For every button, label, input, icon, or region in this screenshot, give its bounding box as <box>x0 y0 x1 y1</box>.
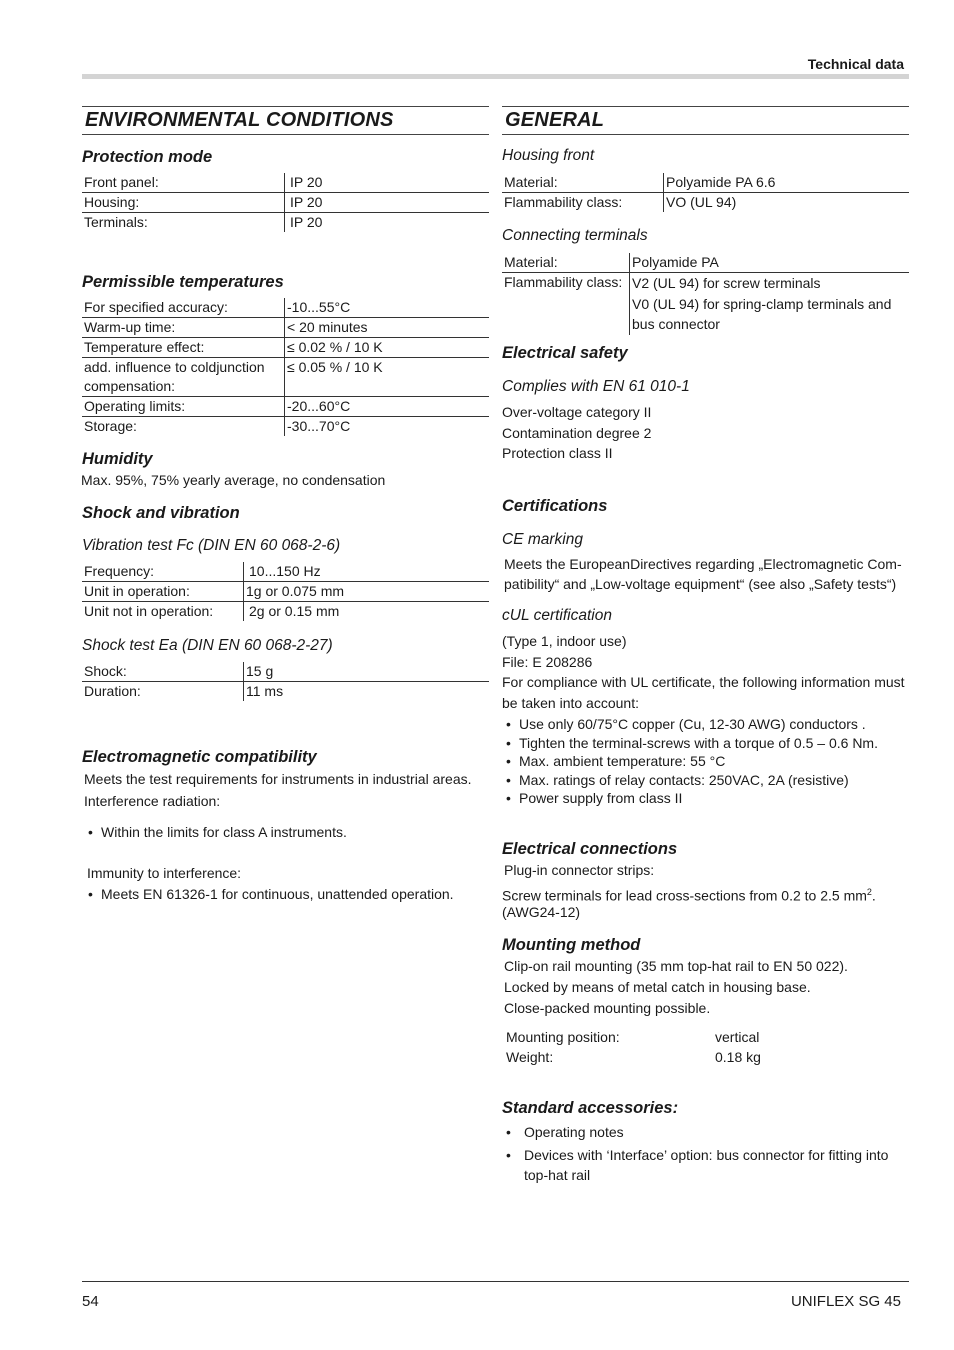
accessories-list <box>502 1122 888 1186</box>
heading-cul-certification: cUL certification <box>502 607 612 624</box>
terminals-table <box>502 253 909 335</box>
connections-line-1: Plug-in connector strips: <box>504 862 655 878</box>
mounting-specs: Mounting position: vertical Weight: 0.18 kg <box>506 1029 761 1065</box>
list-item: • Devices with ‘Interface’ option: bus connector for fitting into top-hat rail <box>502 1145 888 1186</box>
housing-table <box>502 173 909 212</box>
table-row: Flammability class: V2 (UL 94) for screw terminals V0 (UL 94) for spring-clamp terminals and bus connector <box>502 273 909 335</box>
table-row: Warm-up time: < 20 minutes <box>82 318 489 338</box>
list-item: • Power supply from class II <box>502 789 878 808</box>
footer-rule <box>82 1281 909 1282</box>
list-item: • Use only 60/75°C copper (Cu, 12-30 AWG) conductors . <box>502 715 878 734</box>
vibration-table <box>82 562 489 621</box>
shock-table <box>82 662 489 701</box>
environmental-conditions-column <box>82 106 489 926</box>
protection-mode-table <box>82 173 489 232</box>
heading-certifications: Certifications <box>502 497 608 515</box>
emc-text-1: Meets the test requirements for instruments in industrial areas. <box>84 771 472 787</box>
heading-emc: Electromagnetic compatibility <box>82 748 317 766</box>
table-row: Material: Polyamide PA 6.6 <box>502 173 909 193</box>
heading-permissible-temperatures: Permissible temperatures <box>82 273 284 291</box>
table-row: Operating limits: -20...60°C <box>82 397 489 417</box>
list-item: • Within the limits for class A instruments. <box>84 823 347 842</box>
page-number: 54 <box>82 1293 99 1310</box>
general-column <box>502 106 909 1196</box>
heading-ce-marking: CE marking <box>502 531 583 548</box>
cul-bullet-list <box>502 715 878 808</box>
table-row: Storage: -30...70°C <box>82 417 489 437</box>
table-row: For specified accuracy: -10...55°C <box>82 298 489 318</box>
heading-electrical-connections: Electrical connections <box>502 840 678 858</box>
table-row: Temperature effect: ≤ 0.02 % / 10 K <box>82 338 489 358</box>
humidity-text: Max. 95%, 75% yearly average, no condensation <box>81 472 386 488</box>
table-row: Housing: IP 20 <box>82 193 489 213</box>
heading-humidity: Humidity <box>82 450 153 468</box>
table-row: Material: Polyamide PA <box>502 253 909 273</box>
list-item: • Tighten the terminal-screws with a torque of 0.5 – 0.6 Nm. <box>502 734 878 753</box>
list-item: • Max. ambient temperature: 55 °C <box>502 752 878 771</box>
table-row: Front panel: IP 20 <box>82 173 489 193</box>
safety-lines: Over-voltage category II Contamination degree 2 Protection class II <box>502 404 652 461</box>
connections-line-2: Screw terminals for lead cross-sections from 0.2 to 2.5 $mm^2$. <box>502 887 876 904</box>
table-row: Shock: 15 g <box>82 662 489 682</box>
header-rule <box>82 74 909 79</box>
table-row: Unit not in operation: 2g or 0.15 mm <box>82 602 489 622</box>
table-row: add. influence to coldjunction compensation: ≤ 0.05 % / 10 K <box>82 358 489 397</box>
emc-text-3: Immunity to interference: <box>87 865 242 881</box>
running-header: Technical data <box>807 56 904 72</box>
heading-shock-test: Shock test Ea (DIN EN 60 068-2-27) <box>82 637 333 654</box>
heading-housing-front: Housing front <box>502 147 595 164</box>
table-row: Terminals: IP 20 <box>82 213 489 233</box>
section-title-environmental: ENVIRONMENTAL CONDITIONS <box>82 106 489 135</box>
emc-bullet-list-2 <box>84 885 454 904</box>
section-title-general: GENERAL <box>502 106 909 135</box>
table-row: Duration: 11 ms <box>82 682 489 702</box>
heading-connecting-terminals: Connecting terminals <box>502 227 648 244</box>
list-item: • Meets EN 61326-1 for continuous, unattended operation. <box>84 885 454 904</box>
cul-text: (Type 1, indoor use) File: E 208286 For compliance with UL certificate, the following information must be taken into account: <box>502 633 905 711</box>
table-row: Flammability class: VO (UL 94) <box>502 193 909 213</box>
heading-electrical-safety: Electrical safety <box>502 344 628 362</box>
connections-line-3: (AWG24-12) <box>502 904 581 920</box>
list-item: • Max. ratings of relay contacts: 250VAC, 2A (resistive) <box>502 771 878 790</box>
list-item: • Operating notes <box>502 1122 888 1143</box>
heading-mounting-method: Mounting method <box>502 936 641 954</box>
heading-standard-accessories: Standard accessories: <box>502 1099 679 1117</box>
emc-bullet-list-1 <box>84 823 347 842</box>
heading-vibration-test: Vibration test Fc (DIN EN 60 068-2-6) <box>82 537 341 554</box>
heading-shock-vibration: Shock and vibration <box>82 504 240 522</box>
table-row: Unit in operation: 1g or 0.075 mm <box>82 582 489 602</box>
temperatures-table <box>82 298 489 436</box>
ce-text: Meets the EuropeanDirectives regarding „Electromagnetic Com- patibility“ and „Low-voltage equipment“ (see also „Safety tests“) <box>504 556 902 592</box>
heading-protection-mode: Protection mode <box>82 148 213 166</box>
table-row: Frequency: 10...150 Hz <box>82 562 489 582</box>
product-name: UNIFLEX SG 45 <box>790 1293 901 1310</box>
mounting-lines: Clip-on rail mounting (35 mm top-hat rail to EN 50 022). Locked by means of metal catch in housing base. Close-packed mounting possible. <box>504 958 848 1016</box>
emc-text-2: Interference radiation: <box>84 793 221 809</box>
heading-complies: Complies with EN 61 010-1 <box>502 378 690 395</box>
